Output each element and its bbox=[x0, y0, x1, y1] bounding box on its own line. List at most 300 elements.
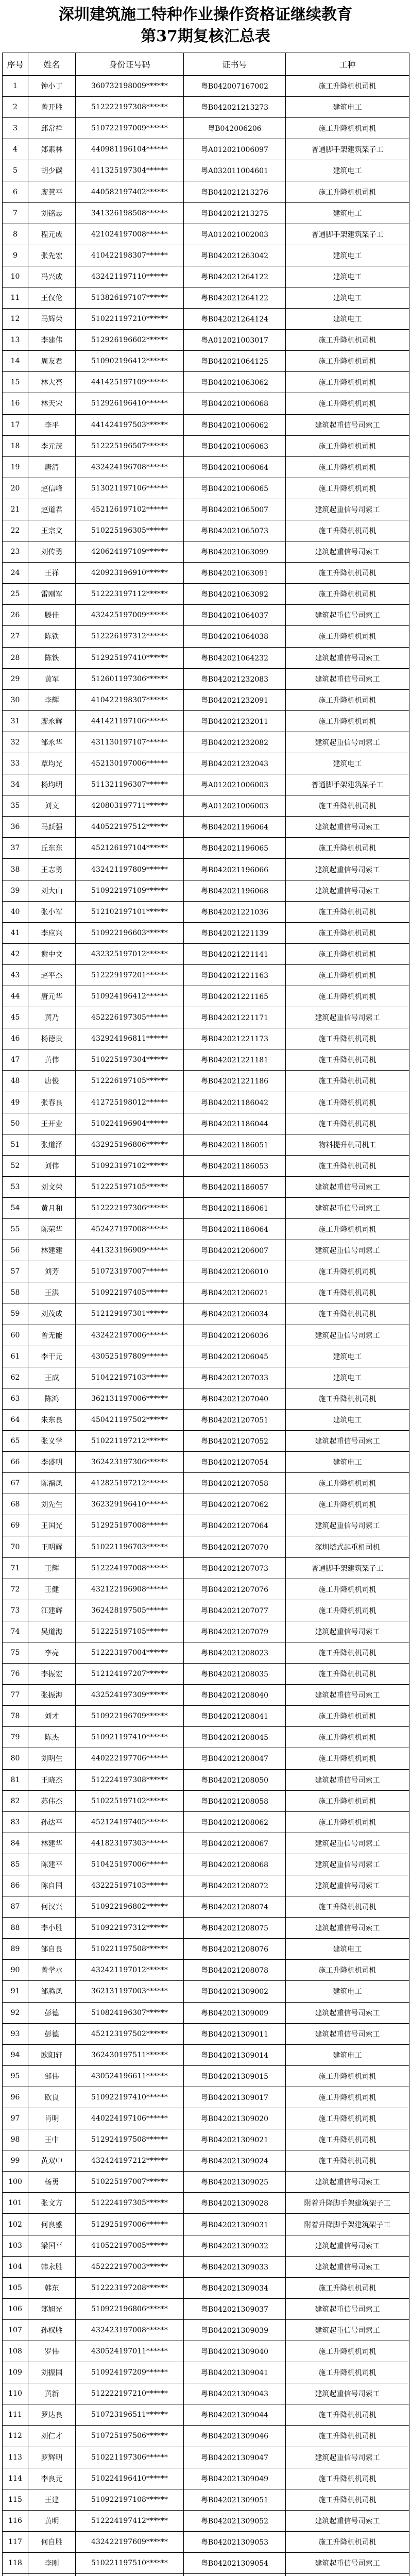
table-row bbox=[3, 1727, 409, 1748]
cell-job-type: 建筑电工 bbox=[286, 2044, 409, 2065]
cell-certificate-number: 粤A012021003017 bbox=[184, 330, 286, 351]
cell-index: 44 bbox=[3, 986, 28, 1007]
cell-job-type: 施工升降机机司机 bbox=[286, 76, 409, 97]
cell-job-type: 施工升降机机司机 bbox=[286, 456, 409, 478]
cell-id-number: 510922196603****** bbox=[76, 922, 184, 943]
cell-certificate-number: 粤B042021221181 bbox=[184, 1049, 286, 1071]
cell-index: 21 bbox=[3, 499, 28, 520]
cell-id-number: 430524197011****** bbox=[76, 2341, 184, 2362]
cell-job-type: 建筑起重信号司索工 bbox=[286, 1176, 409, 1197]
table-row bbox=[3, 922, 409, 943]
cell-id-number: 510922197109****** bbox=[76, 880, 184, 901]
cell-index: 111 bbox=[3, 2404, 28, 2426]
cell-certificate-number: 粤A012021002003 bbox=[184, 224, 286, 245]
table-row bbox=[3, 1685, 409, 1706]
table-row bbox=[3, 943, 409, 964]
cell-index: 94 bbox=[3, 2044, 28, 2065]
cell-job-type: 施工升降机机司机 bbox=[286, 1049, 409, 1071]
cell-certificate-number: 粤B042021064232 bbox=[184, 647, 286, 668]
cell-job-type: 建筑起重信号司索工 bbox=[286, 880, 409, 901]
cell-name: 谢中文 bbox=[28, 943, 76, 964]
cell-id-number: 510922197108****** bbox=[76, 2489, 184, 2510]
table-row bbox=[3, 2044, 409, 2065]
cell-index: 65 bbox=[3, 1431, 28, 1452]
cell-job-type: 施工升降机机司机 bbox=[286, 1071, 409, 1092]
cell-index: 32 bbox=[3, 732, 28, 753]
cell-certificate-number: 粤B042021221139 bbox=[184, 922, 286, 943]
cell-id-number: 510221197306****** bbox=[76, 2447, 184, 2468]
cell-index: 14 bbox=[3, 351, 28, 372]
table-row bbox=[3, 1600, 409, 1621]
cell-job-type: 建筑电工 bbox=[286, 245, 409, 266]
cell-certificate-number: 粤A012021006003 bbox=[184, 774, 286, 795]
cell-index: 13 bbox=[3, 330, 28, 351]
cell-name: 刘传勇 bbox=[28, 541, 76, 563]
cell-job-type: 施工升降机机司机 bbox=[286, 478, 409, 499]
table-row bbox=[3, 287, 409, 308]
table-row bbox=[3, 880, 409, 901]
cell-id-number: 510725197506****** bbox=[76, 2426, 184, 2447]
cell-id-number: 440224197106****** bbox=[76, 2108, 184, 2129]
cell-index: 60 bbox=[3, 1325, 28, 1346]
cell-index: 87 bbox=[3, 1896, 28, 1918]
cell-job-type: 施工升降机机司机 bbox=[286, 1811, 409, 1833]
cell-name: 张振海 bbox=[28, 1685, 76, 1706]
table-row bbox=[3, 2087, 409, 2108]
cell-id-number: 420624197109****** bbox=[76, 541, 184, 563]
cell-certificate-number: 粤A012021006097 bbox=[184, 139, 286, 160]
cell-index: 70 bbox=[3, 1536, 28, 1557]
table-row bbox=[3, 245, 409, 266]
cell-index: 114 bbox=[3, 2468, 28, 2489]
cell-certificate-number: 粤B042021309011 bbox=[184, 2023, 286, 2044]
cell-certificate-number: 粤B042021309031 bbox=[184, 2214, 286, 2235]
cell-index: 106 bbox=[3, 2298, 28, 2319]
table-row bbox=[3, 351, 409, 372]
cell-index: 82 bbox=[3, 1790, 28, 1811]
cell-id-number: 411325197304****** bbox=[76, 160, 184, 181]
cell-index: 15 bbox=[3, 372, 28, 393]
cell-job-type: 施工升降机机司机 bbox=[286, 2150, 409, 2172]
table-row bbox=[3, 2277, 409, 2298]
cell-id-number: 410422198307****** bbox=[76, 245, 184, 266]
cell-certificate-number: 粤B042021309032 bbox=[184, 2235, 286, 2256]
cell-name: 刘文荣 bbox=[28, 1176, 76, 1197]
cell-job-type: 施工升降机机司机 bbox=[286, 964, 409, 986]
cell-id-number: 452126197102****** bbox=[76, 499, 184, 520]
table-row bbox=[3, 1452, 409, 1473]
cell-certificate-number: 粤B042021221163 bbox=[184, 964, 286, 986]
cell-id-number: 440222197706****** bbox=[76, 1748, 184, 1769]
cell-certificate-number: 粤B042021207040 bbox=[184, 1388, 286, 1409]
cell-certificate-number: 粤B042021208041 bbox=[184, 1706, 286, 1727]
table-row bbox=[3, 1197, 409, 1218]
cell-id-number: 441823197303****** bbox=[76, 1833, 184, 1854]
cell-index: 22 bbox=[3, 520, 28, 541]
cell-job-type: 施工升降机机司机 bbox=[286, 922, 409, 943]
cell-job-type: 施工升降机机司机 bbox=[286, 901, 409, 922]
cell-index: 99 bbox=[3, 2150, 28, 2172]
table-row bbox=[3, 1219, 409, 1240]
cell-job-type: 施工升降机机司机 bbox=[286, 2531, 409, 2552]
cell-id-number: 512224197308****** bbox=[76, 1769, 184, 1790]
cell-name: 何汉兴 bbox=[28, 1896, 76, 1918]
cell-job-type: 施工升降机机司机 bbox=[286, 1155, 409, 1176]
cell-job-type: 建筑起重信号司索工 bbox=[286, 1621, 409, 1642]
cell-index: 53 bbox=[3, 1176, 28, 1197]
cell-name: 韩永胜 bbox=[28, 2256, 76, 2277]
cell-job-type: 施工升降机机司机 bbox=[286, 1600, 409, 1621]
cell-index: 16 bbox=[3, 393, 28, 414]
cell-index: 36 bbox=[3, 817, 28, 838]
cell-job-type: 建筑起重信号司索工 bbox=[286, 1007, 409, 1028]
cell-certificate-number: 粤B042021309041 bbox=[184, 2362, 286, 2383]
cell-certificate-number: 粤B042021309025 bbox=[184, 2172, 286, 2193]
cell-id-number: 510221197212****** bbox=[76, 1431, 184, 1452]
table-row bbox=[3, 1981, 409, 2002]
cell-job-type: 建筑起重信号司索工 bbox=[286, 1854, 409, 1875]
cell-job-type: 施工升降机机司机 bbox=[286, 1028, 409, 1049]
table-row bbox=[3, 2552, 409, 2573]
cell-id-number: 510924196412****** bbox=[76, 986, 184, 1007]
table-row bbox=[3, 2193, 409, 2214]
cell-id-number: 513826197107****** bbox=[76, 287, 184, 308]
cell-job-type: 施工升降机机司机 bbox=[286, 2489, 409, 2510]
cell-certificate-number: 粤B042021213273 bbox=[184, 97, 286, 118]
cell-name: 黄新 bbox=[28, 2383, 76, 2404]
cell-job-type: 建筑起重信号司索工 bbox=[286, 2298, 409, 2319]
cell-job-type: 施工升降机机司机 bbox=[286, 2277, 409, 2298]
cell-job-type: 建筑起重信号司索工 bbox=[286, 817, 409, 838]
table-row bbox=[3, 1790, 409, 1811]
cell-id-number: 512226197105****** bbox=[76, 1071, 184, 1092]
cell-index: 83 bbox=[3, 1811, 28, 1833]
cell-id-number: 450421197502****** bbox=[76, 1409, 184, 1430]
cell-certificate-number: 粤B042021208078 bbox=[184, 1960, 286, 1981]
table-row bbox=[3, 393, 409, 414]
cell-job-type: 施工升降机机司机 bbox=[286, 118, 409, 139]
cell-certificate-number: 粤B042021208074 bbox=[184, 1896, 286, 1918]
table-row bbox=[3, 710, 409, 732]
cell-name: 王健 bbox=[28, 1579, 76, 1600]
cell-certificate-number: 粤B042021207073 bbox=[184, 1557, 286, 1579]
table-row bbox=[3, 202, 409, 224]
cell-job-type: 建筑起重信号司索工 bbox=[286, 499, 409, 520]
cell-name: 李盛明 bbox=[28, 1452, 76, 1473]
table-row bbox=[3, 986, 409, 1007]
cell-id-number: 510922196802****** bbox=[76, 1896, 184, 1918]
cell-index: 104 bbox=[3, 2256, 28, 2277]
cell-index: 50 bbox=[3, 1113, 28, 1134]
cell-index: 102 bbox=[3, 2214, 28, 2235]
cell-certificate-number: 粤B042021196066 bbox=[184, 859, 286, 880]
cell-index: 62 bbox=[3, 1367, 28, 1388]
cell-name: 陈铁 bbox=[28, 647, 76, 668]
cell-certificate-number: 粤B042021309039 bbox=[184, 2319, 286, 2341]
table-row bbox=[3, 2065, 409, 2087]
cell-id-number: 512223197208****** bbox=[76, 2277, 184, 2298]
cell-certificate-number: 粤B042007167002 bbox=[184, 76, 286, 97]
cell-name: 欧阳轩 bbox=[28, 2044, 76, 2065]
cell-id-number: 512225196507****** bbox=[76, 435, 184, 456]
cell-name: 彭德 bbox=[28, 2023, 76, 2044]
cell-certificate-number: 粤B042021186042 bbox=[184, 1092, 286, 1113]
cell-id-number: 341326198508****** bbox=[76, 202, 184, 224]
cell-job-type: 普通脚手架建筑架子工 bbox=[286, 139, 409, 160]
cell-index: 1 bbox=[3, 76, 28, 97]
table-row bbox=[3, 1748, 409, 1769]
cell-job-type: 建筑起重信号司索工 bbox=[286, 414, 409, 435]
cell-name: 邹腾凤 bbox=[28, 1981, 76, 2002]
cell-job-type: 建筑起重信号司索工 bbox=[286, 1515, 409, 1536]
table-row bbox=[3, 1261, 409, 1282]
cell-job-type: 施工升降机机司机 bbox=[286, 1113, 409, 1134]
cell-job-type: 建筑电工 bbox=[286, 266, 409, 287]
cell-certificate-number: 粤B042021221186 bbox=[184, 1071, 286, 1092]
cell-job-type: 施工升降机机司机 bbox=[286, 2341, 409, 2362]
cell-certificate-number: 粤B042021196064 bbox=[184, 817, 286, 838]
cell-certificate-number: 粤B042021207076 bbox=[184, 1579, 286, 1600]
cell-job-type: 附着升降脚手架建筑架子工 bbox=[286, 2214, 409, 2235]
cell-index: 3 bbox=[3, 118, 28, 139]
cell-name: 黄伟 bbox=[28, 1049, 76, 1071]
cell-certificate-number: 粤B042021208062 bbox=[184, 1811, 286, 1833]
cell-id-number: 512226197312****** bbox=[76, 626, 184, 647]
cell-certificate-number: 粤B042021232082 bbox=[184, 732, 286, 753]
cell-certificate-number: 粤B042021063092 bbox=[184, 584, 286, 605]
table-row bbox=[3, 1536, 409, 1557]
cell-index: 26 bbox=[3, 605, 28, 626]
cell-id-number: 512223197112****** bbox=[76, 584, 184, 605]
table-row bbox=[3, 2235, 409, 2256]
cell-name: 覃均光 bbox=[28, 753, 76, 774]
cell-certificate-number: 粤B042021232011 bbox=[184, 710, 286, 732]
cell-name: 郑旭光 bbox=[28, 2298, 76, 2319]
cell-certificate-number: 粤B042021064038 bbox=[184, 626, 286, 647]
cell-id-number: 430525197809****** bbox=[76, 1346, 184, 1367]
cell-name: 刘仁才 bbox=[28, 2426, 76, 2447]
cell-name: 马辉荣 bbox=[28, 309, 76, 330]
cell-job-type: 施工升降机机司机 bbox=[286, 795, 409, 817]
cell-index: 40 bbox=[3, 901, 28, 922]
table-row bbox=[3, 2129, 409, 2150]
table-row bbox=[3, 97, 409, 118]
table-row bbox=[3, 1960, 409, 1981]
table-row bbox=[3, 2489, 409, 2510]
cell-certificate-number: 粤B042021309014 bbox=[184, 2044, 286, 2065]
cell-certificate-number: 粤B042021207052 bbox=[184, 1431, 286, 1452]
cell-id-number: 360732198009****** bbox=[76, 76, 184, 97]
cell-certificate-number: 粤B042021309021 bbox=[184, 2129, 286, 2150]
cell-certificate-number: 粤B042021208075 bbox=[184, 1918, 286, 1939]
cell-id-number: 362423197306****** bbox=[76, 1452, 184, 1473]
cell-index: 9 bbox=[3, 245, 28, 266]
cell-id-number: 432122196908****** bbox=[76, 1579, 184, 1600]
table-row bbox=[3, 2426, 409, 2447]
table-row bbox=[3, 584, 409, 605]
table-row bbox=[3, 2574, 409, 2576]
cell-name: 刘茂成 bbox=[28, 1303, 76, 1325]
cell-name: 黄明 bbox=[28, 2510, 76, 2531]
summary-table bbox=[2, 53, 409, 2576]
cell-certificate-number: 粤B042021206007 bbox=[184, 1240, 286, 1261]
cell-index: 84 bbox=[3, 1833, 28, 1854]
cell-certificate-number: 粤B042021221036 bbox=[184, 901, 286, 922]
cell-id-number: 362329196410****** bbox=[76, 1494, 184, 1515]
cell-certificate-number: 粤A032011004601 bbox=[184, 160, 286, 181]
cell-id-number: 362428197505****** bbox=[76, 1600, 184, 1621]
cell-id-number: 362131197003****** bbox=[76, 1981, 184, 2002]
cell-name: 唐清 bbox=[28, 456, 76, 478]
cell-index: 101 bbox=[3, 2193, 28, 2214]
table-row bbox=[3, 2447, 409, 2468]
cell-index: 37 bbox=[3, 838, 28, 859]
cell-certificate-number: 粤B042021309028 bbox=[184, 2193, 286, 2214]
cell-name: 何自胜 bbox=[28, 2531, 76, 2552]
cell-name: 王明辉 bbox=[28, 1536, 76, 1557]
cell-index: 71 bbox=[3, 1557, 28, 1579]
cell-id-number: 511321196307****** bbox=[76, 774, 184, 795]
cell-job-type: 建筑起重信号司索工 bbox=[286, 605, 409, 626]
table-row bbox=[3, 668, 409, 689]
cell-certificate-number: 粤B042021309037 bbox=[184, 2298, 286, 2319]
cell-certificate-number: 粤B042021196068 bbox=[184, 880, 286, 901]
cell-id-number: 432421197110****** bbox=[76, 266, 184, 287]
cell-job-type: 施工升降机机司机 bbox=[286, 1388, 409, 1409]
cell-name: 陈鸿 bbox=[28, 1388, 76, 1409]
table-row bbox=[3, 1706, 409, 1727]
cell-index: 116 bbox=[3, 2510, 28, 2531]
cell-job-type: 建筑起重信号司索工 bbox=[286, 1685, 409, 1706]
cell-id-number: 441425197109****** bbox=[76, 372, 184, 393]
cell-name: 张先宏 bbox=[28, 245, 76, 266]
table-row bbox=[3, 1431, 409, 1452]
cell-job-type: 施工升降机机司机 bbox=[286, 1494, 409, 1515]
cell-name: 陈建平 bbox=[28, 1854, 76, 1875]
table-row bbox=[3, 1621, 409, 1642]
table-row bbox=[3, 753, 409, 774]
cell-certificate-number: 粤B042021309047 bbox=[184, 2447, 286, 2468]
cell-certificate-number: 粤B042021264122 bbox=[184, 266, 286, 287]
cell-id-number: 452226197305****** bbox=[76, 1007, 184, 1028]
cell-job-type: 建筑电工 bbox=[286, 309, 409, 330]
cell-job-type: 施工升降机机司机 bbox=[286, 1261, 409, 1282]
cell-certificate-number: 粤B042021309024 bbox=[184, 2150, 286, 2172]
cell-name: 王开业 bbox=[28, 1113, 76, 1134]
table-row bbox=[3, 1642, 409, 1663]
table-row bbox=[3, 795, 409, 817]
cell-name: 林建建 bbox=[28, 1240, 76, 1261]
cell-id-number: 512102197101****** bbox=[76, 901, 184, 922]
cell-job-type: 建筑电工 bbox=[286, 160, 409, 181]
cell-index: 79 bbox=[3, 1727, 28, 1748]
cell-name: 李应兴 bbox=[28, 922, 76, 943]
cell-index bbox=[3, 2574, 28, 2576]
table-row bbox=[3, 1918, 409, 1939]
cell-index: 34 bbox=[3, 774, 28, 795]
cell-id-number: 510922197405****** bbox=[76, 1282, 184, 1303]
table-row bbox=[3, 1092, 409, 1113]
cell-id-number: 510824196307****** bbox=[76, 2002, 184, 2023]
table-row bbox=[3, 1896, 409, 1918]
cell-certificate-number: 粤B042021213275 bbox=[184, 202, 286, 224]
cell-id-number: 362131197006****** bbox=[76, 1388, 184, 1409]
table-row bbox=[3, 76, 409, 97]
cell-certificate-number: 粤B042021196065 bbox=[184, 838, 286, 859]
cell-name: 李振宏 bbox=[28, 1664, 76, 1685]
cell-id-number: 512224197008****** bbox=[76, 1557, 184, 1579]
table-row bbox=[3, 1346, 409, 1367]
cell-job-type: 施工升降机机司机 bbox=[286, 2362, 409, 2383]
cell-id-number: 452123197502****** bbox=[76, 2023, 184, 2044]
cell-id-number: 510221197508****** bbox=[76, 1939, 184, 1960]
cell-index: 77 bbox=[3, 1685, 28, 1706]
cell-certificate-number: 粤B042021064037 bbox=[184, 605, 286, 626]
table-row bbox=[3, 2362, 409, 2383]
table-row bbox=[3, 478, 409, 499]
cell-name: 陈荣华 bbox=[28, 1219, 76, 1240]
cell-index: 108 bbox=[3, 2341, 28, 2362]
cell-index: 98 bbox=[3, 2129, 28, 2150]
cell-index: 5 bbox=[3, 160, 28, 181]
cell-name: 曾开胜 bbox=[28, 97, 76, 118]
table-row bbox=[3, 1515, 409, 1536]
cell-id-number: 512601197306****** bbox=[76, 668, 184, 689]
cell-name: 刘文 bbox=[28, 795, 76, 817]
table-row bbox=[3, 2468, 409, 2489]
cell-index: 118 bbox=[3, 2552, 28, 2573]
cell-index: 76 bbox=[3, 1664, 28, 1685]
cell-certificate-number: 粤B042021186044 bbox=[184, 1113, 286, 1134]
cell-job-type: 建筑起重信号司索工 bbox=[286, 647, 409, 668]
cell-job-type: 施工升降机机司机 bbox=[286, 1579, 409, 1600]
cell-certificate-number: 粤B042021206021 bbox=[184, 1282, 286, 1303]
table-row bbox=[3, 1557, 409, 1579]
cell-id-number: 421024197008****** bbox=[76, 224, 184, 245]
table-row bbox=[3, 2150, 409, 2172]
cell-name: 邹永华 bbox=[28, 732, 76, 753]
cell-job-type: 建筑起重信号司索工 bbox=[286, 1833, 409, 1854]
table-row bbox=[3, 2319, 409, 2341]
cell-certificate-number: 粤B042021309034 bbox=[184, 2277, 286, 2298]
cell-index: 7 bbox=[3, 202, 28, 224]
cell-index: 110 bbox=[3, 2383, 28, 2404]
cell-job-type: 施工升降机机司机 bbox=[286, 372, 409, 393]
cell-job-type: 建筑电工 bbox=[286, 1346, 409, 1367]
cell-id-number: 432425197009****** bbox=[76, 605, 184, 626]
cell-name: 林大亮 bbox=[28, 372, 76, 393]
cell-index: 107 bbox=[3, 2319, 28, 2341]
table-row bbox=[3, 774, 409, 795]
cell-name: 邹自良 bbox=[28, 1939, 76, 1960]
cell-id-number: 420803197711****** bbox=[76, 795, 184, 817]
table-row bbox=[3, 160, 409, 181]
cell-index: 48 bbox=[3, 1071, 28, 1092]
cell-index: 49 bbox=[3, 1092, 28, 1113]
cell-index: 57 bbox=[3, 1261, 28, 1282]
cell-job-type: 建筑起重信号司索工 bbox=[286, 2383, 409, 2404]
cell-name: 李良元 bbox=[28, 2468, 76, 2489]
cell-certificate-number: 粤B042021006064 bbox=[184, 456, 286, 478]
cell-certificate-number: 粤B042021207033 bbox=[184, 1367, 286, 1388]
cell-index: 51 bbox=[3, 1134, 28, 1155]
cell-id-number: 512222197306****** bbox=[76, 1197, 184, 1218]
cell-name: 郑素林 bbox=[28, 139, 76, 160]
cell-certificate-number: 粤B042021232091 bbox=[184, 689, 286, 710]
cell-index: 25 bbox=[3, 584, 28, 605]
cell-name: 刘芳 bbox=[28, 1261, 76, 1282]
cell-index: 61 bbox=[3, 1346, 28, 1367]
